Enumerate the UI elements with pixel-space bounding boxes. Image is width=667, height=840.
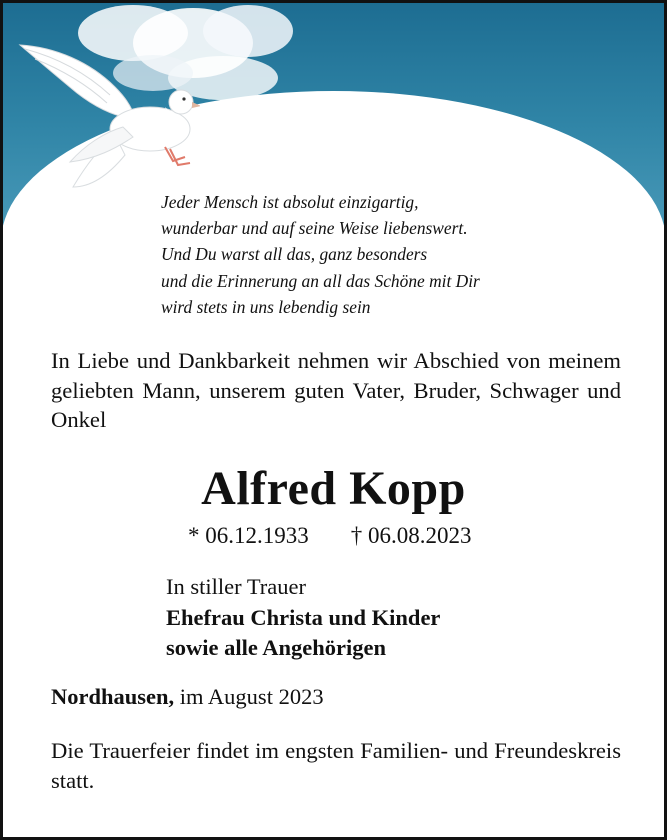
- birth-date: * 06.12.1933: [188, 523, 309, 548]
- place-city: Nordhausen,: [51, 684, 175, 709]
- poem-line: und die Erinnerung an all das Schöne mit Dir: [161, 270, 480, 291]
- intro-text: In Liebe und Dankbarkeit nehmen wir Abschied von meinem geliebten Mann, unserem guten Vater, Bruder, Schwager und Onkel: [51, 348, 621, 432]
- poem: [161, 189, 601, 320]
- mourners-line: sowie alle Angehörigen: [166, 635, 386, 660]
- poem-line: Und Du warst all das, ganz besonders: [161, 244, 428, 265]
- place-date: [51, 682, 324, 712]
- death-date: † 06.08.2023: [350, 523, 472, 548]
- mourners-block: [166, 572, 440, 664]
- dove-icon: [15, 27, 200, 202]
- deceased-name: Alfred Kopp: [201, 462, 466, 515]
- mourners-line: Ehefrau Christa und Kinder: [166, 604, 441, 630]
- poem-line: wunderbar und auf seine Weise liebenswert.: [161, 218, 468, 239]
- place-month: im August 2023: [174, 684, 324, 709]
- poem-line: Jeder Mensch ist absolut einzigartig,: [161, 192, 419, 212]
- poem-line: wird stets in uns lebendig sein: [161, 296, 371, 317]
- life-dates: [188, 521, 472, 551]
- mourners-heading: In stiller Trauer: [166, 574, 306, 599]
- funeral-note: Die Trauerfeier findet im engsten Familien- und Freundeskreis statt.: [51, 738, 621, 793]
